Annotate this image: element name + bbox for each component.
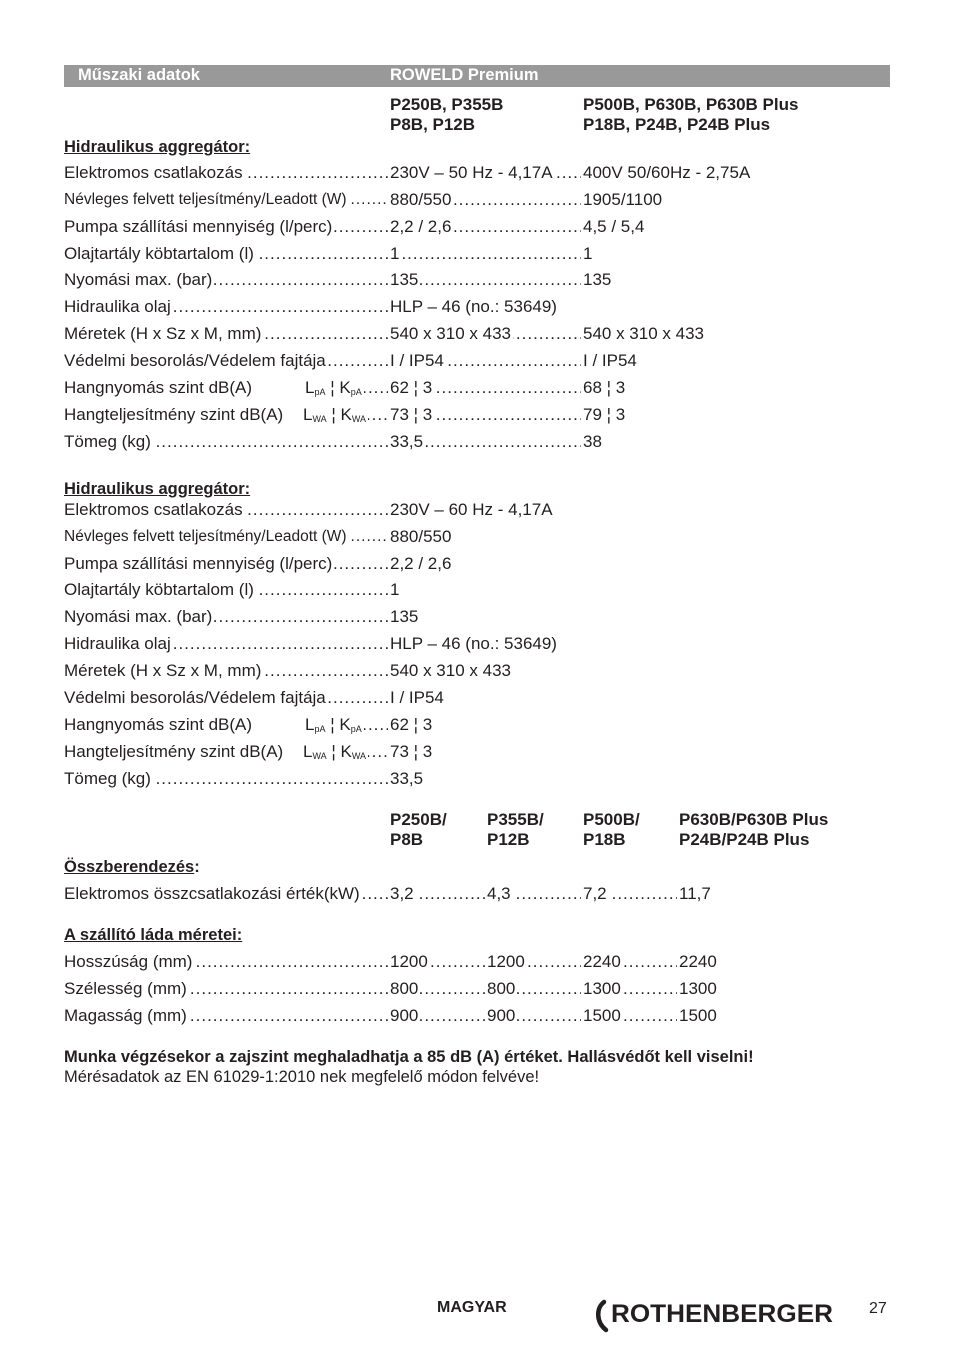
row-value: 1: [390, 244, 400, 263]
sound-pressure-symbol: $L_{pA}$ ¦ $K_{pA}$: [305, 378, 362, 397]
table-row: [0, 350, 954, 372]
table-header-bar: [64, 65, 890, 87]
table-cell: [583, 431, 883, 453]
table-cell: [64, 883, 388, 905]
row-label: Hangnyomás szint dB(A): [64, 378, 253, 397]
row-label: Olajtartály köbtartalom (l): [64, 580, 254, 599]
table-cell: [64, 377, 304, 399]
table-cell: [64, 978, 388, 1000]
table-cell: [64, 741, 304, 763]
table-cell: [64, 687, 388, 709]
table-cell: [390, 189, 581, 211]
table-row: [0, 579, 954, 601]
row-value: 880/550: [390, 190, 452, 209]
table-cell: [64, 216, 388, 238]
row-label: Hangteljesítmény szint dB(A): [64, 742, 284, 761]
table-cell: [583, 377, 883, 399]
table-cell: [64, 660, 388, 682]
row-value: I / IP54: [583, 351, 637, 370]
table-cell: [390, 269, 581, 291]
row-label: Szélesség (mm): [64, 979, 187, 998]
table-row: [0, 1005, 954, 1027]
table-cell: [583, 323, 883, 345]
table-cell: [390, 350, 581, 372]
row-value: 73 ¦ 3: [390, 405, 433, 424]
table-cell: [390, 216, 581, 238]
table-row: [0, 714, 954, 736]
row-label: Tömeg (kg): [64, 432, 151, 451]
row-label: Nyomási max. (bar): [64, 607, 213, 626]
table-cell: [390, 606, 690, 628]
row-value: 900: [487, 1006, 516, 1025]
table-cell: [390, 323, 581, 345]
model-heading-d: P630B/P630B Plus P24B/P24B Plus: [679, 810, 829, 849]
table-cell: [487, 1005, 581, 1027]
row-label: Nyomási max. (bar): [64, 270, 213, 289]
table-cell: [390, 404, 581, 426]
table-row: [0, 431, 954, 453]
table-row: [0, 768, 954, 790]
table-cell: [487, 978, 581, 1000]
row-value: 1500: [583, 1006, 621, 1025]
row-value: I / IP54: [390, 688, 444, 707]
table-cell: [64, 243, 388, 265]
row-label: Méretek (H x Sz x M, mm): [64, 661, 262, 680]
row-value: 2,2 / 2,6: [390, 217, 452, 236]
table-cell: [303, 404, 388, 426]
table-cell: [64, 579, 388, 601]
table-cell: [64, 606, 388, 628]
row-value: 62 ¦ 3: [390, 378, 433, 397]
row-value: 1500: [679, 1006, 717, 1025]
table-cell: [390, 296, 690, 318]
row-value: 33,5: [390, 432, 424, 451]
row-value: 900: [390, 1006, 419, 1025]
row-label: Hidraulika olaj: [64, 634, 171, 653]
row-label: Pumpa szállítási mennyiség (l/perc): [64, 554, 333, 573]
table-cell: [390, 768, 690, 790]
table-cell: [64, 162, 388, 184]
row-label: Elektromos összcsatlakozási érték(kW): [64, 884, 360, 903]
table-cell: [390, 553, 690, 575]
table-row: [0, 296, 954, 318]
row-value: 135: [583, 270, 612, 289]
table-cell: [64, 633, 388, 655]
row-value: 73 ¦ 3: [390, 742, 433, 761]
sound-power-symbol: $L_{WA}$ ¦ $K_{WA}$: [303, 742, 367, 761]
table-cell: [583, 243, 883, 265]
table-cell: [64, 404, 304, 426]
model-heading-b: P355B/ P12B: [487, 810, 544, 849]
table-cell: [390, 978, 485, 1000]
table-cell: [305, 714, 388, 736]
table-cell: [64, 296, 388, 318]
row-value: 2240: [583, 952, 621, 971]
table-cell: [487, 883, 581, 905]
table-cell: [64, 951, 388, 973]
model-heading-c: P500B/ P18B: [583, 810, 640, 849]
row-label: Elektromos csatlakozás: [64, 163, 243, 182]
table-cell: [390, 883, 485, 905]
table-cell: [583, 1005, 677, 1027]
table-cell: [390, 687, 690, 709]
rothenberger-logo: [593, 1296, 836, 1336]
row-value: I / IP54: [390, 351, 444, 370]
table-cell: [583, 404, 883, 426]
table-row: [0, 269, 954, 291]
header-title: Műszaki adatok: [78, 66, 200, 84]
table-row: [0, 633, 954, 655]
row-value: 880/550: [390, 527, 452, 546]
table-row: [0, 553, 954, 575]
table-cell: [305, 377, 388, 399]
table-cell: [64, 553, 388, 575]
model-heading-a: P250B/ P8B: [390, 810, 447, 849]
table-cell: [390, 951, 485, 973]
row-value: 400V 50/60Hz - 2,75A: [583, 163, 751, 182]
table-cell: [390, 714, 690, 736]
table-cell: [679, 1005, 829, 1027]
row-label: Magasság (mm): [64, 1006, 187, 1025]
table-cell: [390, 579, 690, 601]
row-value: 4,3: [487, 884, 511, 903]
table-cell: [583, 189, 883, 211]
model-heading-col2: P500B, P630B, P630B Plus P18B, P24B, P24B Plus: [583, 95, 799, 134]
model-heading-col1: P250B, P355B P8B, P12B: [390, 95, 504, 134]
table-row: [0, 323, 954, 345]
table-cell: [487, 951, 581, 973]
row-value: 800: [487, 979, 516, 998]
row-label: Névleges felvett teljesítmény/Leadott (W): [64, 191, 347, 208]
row-label: Névleges felvett teljesítmény/Leadott (W): [64, 528, 347, 545]
row-label: Elektromos csatlakozás: [64, 500, 243, 519]
row-label: Védelmi besorolás/Védelem fajtája: [64, 351, 326, 370]
table-cell: [583, 216, 883, 238]
row-value: 79 ¦ 3: [583, 405, 626, 424]
row-value: 230V – 60 Hz - 4,17A: [390, 500, 553, 519]
row-label: Hangteljesítmény szint dB(A): [64, 405, 284, 424]
table-cell: [390, 660, 690, 682]
svg-text:ROTHENBERGER: ROTHENBERGER: [611, 1300, 833, 1328]
row-label: Méretek (H x Sz x M, mm): [64, 324, 262, 343]
row-label: Hangnyomás szint dB(A): [64, 715, 253, 734]
table-cell: [64, 269, 388, 291]
header-product: ROWELD Premium: [390, 66, 539, 84]
row-label: Védelmi besorolás/Védelem fajtája: [64, 688, 326, 707]
row-value: 1200: [390, 952, 428, 971]
row-label: Olajtartály köbtartalom (l): [64, 244, 254, 263]
table-cell: [64, 499, 388, 521]
table-row: [0, 377, 954, 399]
table-cell: [390, 162, 581, 184]
row-value: 1: [583, 244, 593, 263]
table-cell: [64, 768, 388, 790]
table-row: [0, 606, 954, 628]
table-row: [0, 687, 954, 709]
section-title-hydraulic-1: Hidraulikus aggregátor:: [64, 138, 251, 156]
table-row: [0, 243, 954, 265]
section-title-crate: A szállító láda méretei:: [64, 926, 243, 944]
table-cell: [583, 350, 883, 372]
row-value: HLP – 46 (no.: 53649): [390, 634, 557, 653]
table-cell: [679, 883, 829, 905]
table-cell: [64, 350, 388, 372]
row-label: Pumpa szállítási mennyiség (l/perc): [64, 217, 333, 236]
sound-pressure-symbol: $L_{pA}$ ¦ $K_{pA}$: [305, 715, 362, 734]
table-cell: [390, 633, 690, 655]
row-value: 68 ¦ 3: [583, 378, 626, 397]
table-cell: [679, 978, 829, 1000]
row-value: 1905/1100: [583, 190, 663, 209]
table-cell: [390, 1005, 485, 1027]
row-value: 2,2 / 2,6: [390, 554, 452, 573]
noise-warning: Munka végzésekor a zajszint meghaladhatja a 85 dB (A) értéket. Hallásvédőt kell viselni!: [64, 1048, 754, 1066]
table-cell: [64, 431, 388, 453]
table-row: [0, 951, 954, 973]
table-cell: [390, 499, 690, 521]
footer-language: MAGYAR: [437, 1299, 507, 1316]
measurement-note: Mérésadatok az EN 61029-1:2010 nek megfelelő módon felvéve!: [64, 1068, 540, 1086]
table-cell: [390, 526, 690, 548]
section-title-hydraulic-2: Hidraulikus aggregátor:: [64, 480, 251, 498]
row-value: 1200: [487, 952, 525, 971]
row-value: 11,7: [679, 884, 711, 903]
table-row: [0, 404, 954, 426]
row-value: 540 x 310 x 433: [583, 324, 704, 343]
section-title-total: Összberendezés:: [64, 858, 200, 876]
row-value: 800: [390, 979, 419, 998]
table-row: [0, 741, 954, 763]
row-value: 1300: [679, 979, 717, 998]
row-value: 230V – 50 Hz - 4,17A: [390, 163, 553, 182]
row-value: 135: [390, 607, 419, 626]
table-cell: [679, 951, 829, 973]
table-cell: [64, 526, 388, 548]
row-value: 33,5: [390, 769, 424, 788]
row-label: Hidraulika olaj: [64, 297, 171, 316]
row-value: 540 x 310 x 433: [390, 324, 511, 343]
table-cell: [64, 1005, 388, 1027]
table-row: [0, 978, 954, 1000]
table-cell: [583, 978, 677, 1000]
table-cell: [303, 741, 388, 763]
table-row: [0, 660, 954, 682]
table-cell: [64, 189, 388, 211]
row-value: 4,5 / 5,4: [583, 217, 645, 236]
row-value: HLP – 46 (no.: 53649): [390, 297, 557, 316]
row-value: 540 x 310 x 433: [390, 661, 511, 680]
table-cell: [64, 714, 304, 736]
row-value: 3,2: [390, 884, 414, 903]
table-row: [0, 189, 954, 211]
table-row: [0, 162, 954, 184]
row-value: 1300: [583, 979, 621, 998]
table-cell: [583, 883, 677, 905]
page-number: 27: [869, 1300, 887, 1317]
row-value: 1: [390, 580, 400, 599]
table-cell: [390, 377, 581, 399]
rothenberger-logo-icon: [593, 1296, 836, 1336]
table-row: [0, 499, 954, 521]
table-cell: [390, 431, 581, 453]
table-cell: [390, 243, 581, 265]
row-value: 135: [390, 270, 419, 289]
table-cell: [583, 269, 883, 291]
row-value: 7,2: [583, 884, 607, 903]
table-cell: [64, 323, 388, 345]
table-row: [0, 883, 954, 905]
sound-power-symbol: $L_{WA}$ ¦ $K_{WA}$: [303, 405, 367, 424]
row-value: 62 ¦ 3: [390, 715, 433, 734]
row-label: Tömeg (kg): [64, 769, 151, 788]
row-label: Hosszúság (mm): [64, 952, 193, 971]
row-value: 38: [583, 432, 602, 451]
row-value: 2240: [679, 952, 717, 971]
table-row: [0, 216, 954, 238]
table-cell: [583, 162, 883, 184]
table-cell: [390, 741, 690, 763]
table-cell: [583, 951, 677, 973]
table-row: [0, 526, 954, 548]
